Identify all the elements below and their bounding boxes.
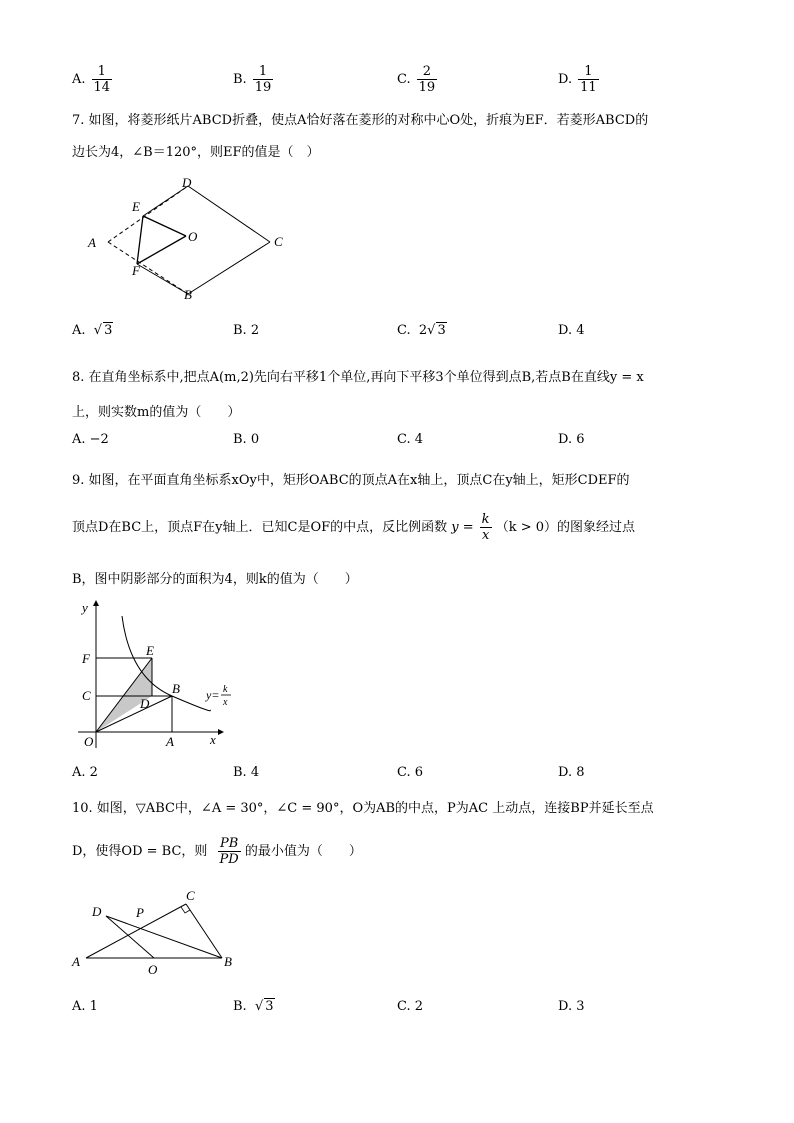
q9-y-axis-arrow [93,600,99,606]
q10-label-c: C [186,888,195,903]
q9-stem-line2: 顶点D在BC上，顶点F在y轴上．已知C是OF的中点，反比例函数 y = $\frac{k}{x}$ （k > 0）的图象经过点 [72,512,636,543]
q7-edge-dc [188,186,270,242]
q9-label-b: B [172,681,180,696]
q6-option-a: A. $\frac{1}{14}$ [72,64,111,95]
q7-label-o: O [188,229,198,244]
q8-option-a: A. −2 [72,432,109,447]
q9-label-f: F [82,651,90,666]
q10-label-o: O [148,962,158,977]
q7-option-a: A. √ 3 [72,323,113,338]
q9-option-b: B. 4 [233,765,260,780]
q10-stem-line1: 10. 如图，▽ABC中，∠A = 30°，∠C = 90°，O为AB的中点，P为AC 上动点，连接BP并延长至点 [72,801,654,816]
q10-side-cb [186,904,222,958]
q9-option-a: A. 2 [72,765,98,780]
q9-label-y: y [82,600,88,615]
q9-curve-label-den: x [223,697,228,708]
q9-label-e: E [146,643,154,658]
q9-label-o: O [84,734,94,749]
q8-stem-line2: 上，则实数m的值为（ ） [72,405,241,420]
q7-label-a: A [88,235,96,250]
q6-option-d: D. $\frac{1}{11}$ [558,64,597,95]
q8-stem-line1: 8. 在直角坐标系中,把点A(m,2)先向右平移1个单位,再向下平移3个单位得到点B,若点B在直线y = x [72,370,644,385]
q9-option-d: D. 8 [558,765,585,780]
q10-option-d: D. 3 [558,999,585,1014]
q10-label-d: D [92,904,102,919]
q8-option-d: D. 6 [558,432,585,447]
q9-stem-line3: B，图中阴影部分的面积为4，则k的值为（ ） [72,572,358,587]
q9-label-x: x [210,732,216,747]
q9-curve-label-lhs: y= [206,688,220,702]
q10-option-c: C. 2 [397,999,424,1014]
q7-stem-line2: 边长为4，∠B＝120°，则EF的值是（ ） [72,145,320,160]
q7-edge-bc [188,242,270,294]
q7-label-c: C [274,234,283,249]
q7-segment-fo [137,236,186,264]
q10-label-a: A [72,954,80,969]
q7-label-f: F [132,263,140,278]
q7-option-d: D. 4 [558,323,585,338]
q10-label-p: P [136,905,144,920]
q8-option-c: C. 4 [397,432,424,447]
q7-option-b: B. 2 [233,323,260,338]
q9-label-d: D [140,696,150,711]
q7-label-e: E [132,199,140,214]
q8-option-b: B. 0 [233,432,260,447]
q7-edge-fb [137,264,188,294]
q9-coordinate-figure [68,598,238,750]
q7-stem-line1: 7. 如图，将菱形纸片ABCD折叠，使点A恰好落在菱形的对称中心O处，折痕为EF．若菱形ABCD的 [72,113,649,128]
q10-label-b: B [224,954,232,969]
q9-label-a: A [166,734,174,749]
q7-edge-ab-dashed [108,242,188,294]
q7-edge-ed [143,186,188,216]
q7-crease-ef [137,216,143,264]
q7-option-c: C. 2√ 3 [397,323,446,338]
q10-stem-line2: D，使得OD = BC，则 $\frac{PB}{PD}$ 的最小值为（ ） [72,836,362,867]
q9-option-c: C. 6 [397,765,424,780]
q6-option-c: C. $\frac{2}{19}$ [397,64,436,95]
q10-segment-db [106,916,222,958]
q6-option-b: B. $\frac{1}{19}$ [233,64,272,95]
q9-label-c: C [82,688,91,703]
q9-x-axis-arrow [218,729,224,735]
q9-stem-line1: 9. 如图，在平面直角坐标系xOy中，矩形OABC的顶点A在x轴上，顶点C在y轴上，矩形CDEF的 [72,473,630,488]
q7-segment-eo [143,216,186,236]
q7-rhombus-figure [80,172,300,302]
q10-option-a: A. 1 [72,999,98,1014]
q7-label-d: D [182,175,192,190]
q9-curve-label-num: k [223,684,228,695]
q10-segment-do [106,916,154,958]
q10-option-b: B. √ 3 [233,999,274,1014]
q10-triangle-figure [68,886,248,978]
q7-label-b: B [184,287,192,302]
